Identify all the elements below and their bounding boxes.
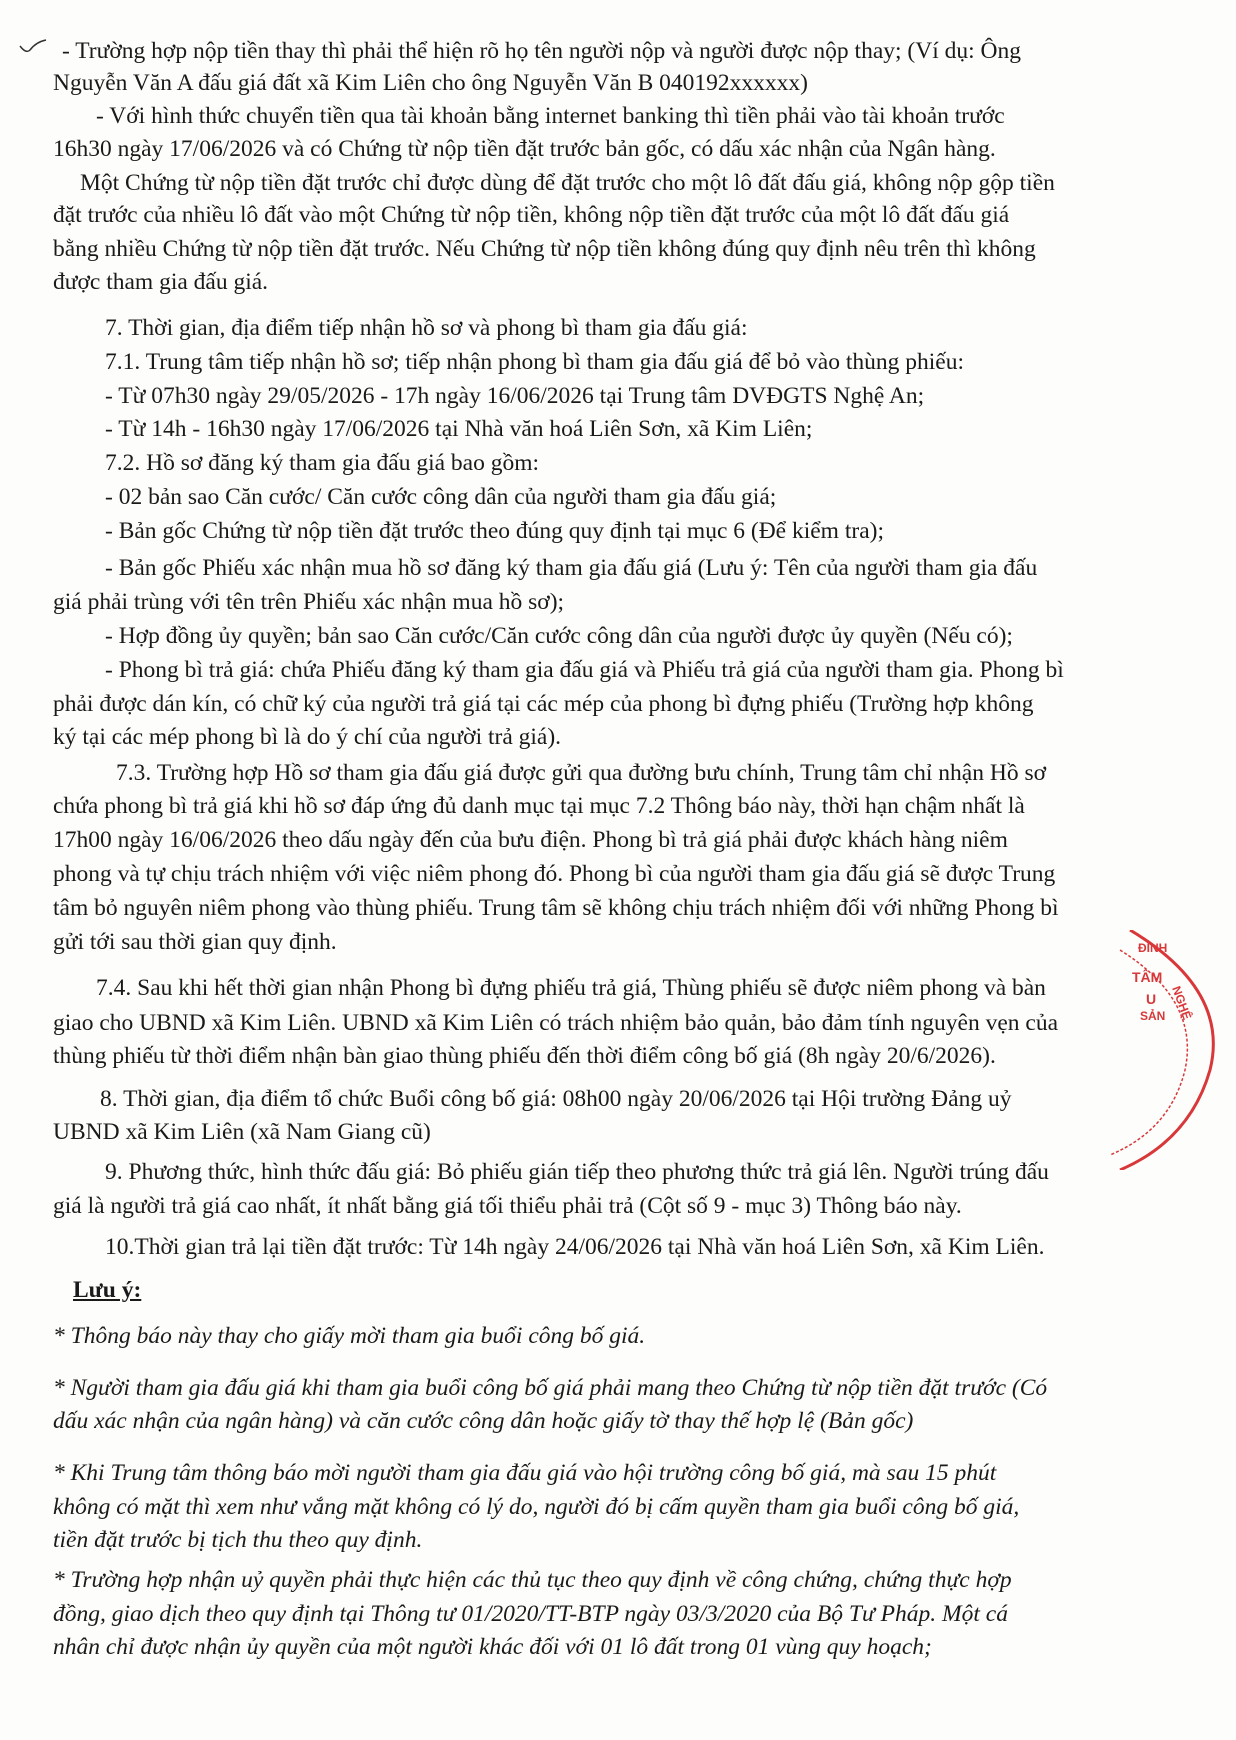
text-line: UBND xã Kim Liên (xã Nam Giang cũ): [53, 1119, 431, 1145]
note-heading: Lưu ý:: [73, 1277, 142, 1303]
text-line: 7.2. Hồ sơ đăng ký tham gia đấu giá bao gồm:: [105, 450, 540, 476]
note-line: dấu xác nhận của ngân hàng) và căn cước công dân hoặc giấy tờ thay thế hợp lệ (Bản gốc): [53, 1408, 914, 1434]
svg-text:U: U: [1146, 991, 1157, 1007]
text-line: thùng phiếu từ thời điểm nhận bàn giao thùng phiếu đến thời điểm công bố giá (8h ngày 20/6/2026).: [53, 1043, 996, 1069]
note-line: * Người tham gia đấu giá khi tham gia buổi công bố giá phải mang theo Chứng từ nộp tiền đặt trước (Có: [53, 1375, 1048, 1401]
text-line: đặt trước của nhiều lô đất vào một Chứng từ nộp tiền, không nộp tiền đặt trước của một lô đất đấu giá: [53, 202, 1010, 228]
text-line: Một Chứng từ nộp tiền đặt trước chỉ được dùng để đặt trước cho một lô đất đấu giá, không nộp gộp tiền: [80, 170, 1055, 196]
text-line: 8. Thời gian, địa điểm tổ chức Buổi công bố giá: 08h00 ngày 20/06/2026 tại Hội trường Đảng uỷ: [100, 1086, 1012, 1112]
text-line: - Hợp đồng ủy quyền; bản sao Căn cước/Căn cước công dân của người được ủy quyền (Nếu có);: [105, 623, 1013, 649]
text-line: 7.4. Sau khi hết thời gian nhận Phong bì đựng phiếu trả giá, Thùng phiếu sẽ được niêm phong và bàn: [96, 975, 1046, 1001]
text-line: được tham gia đấu giá.: [53, 269, 269, 295]
text-line: - Bản gốc Phiếu xác nhận mua hồ sơ đăng ký tham gia đấu giá (Lưu ý: Tên của người tham gia đấu: [105, 555, 1038, 581]
note-line: * Khi Trung tâm thông báo mời người tham gia đấu giá vào hội trường công bố giá, mà sau 15 phút: [53, 1460, 997, 1486]
svg-text:SẢN: SẢN: [1140, 1009, 1166, 1023]
note-line: tiền đặt trước bị tịch thu theo quy định.: [53, 1527, 423, 1553]
text-line: bằng nhiều Chứng từ nộp tiền đặt trước. Nếu Chứng từ nộp tiền không đúng quy định nêu trên thì không: [53, 236, 1036, 262]
text-line: giá là người trả giá cao nhất, ít nhất bằng giá tối thiểu phải trả (Cột số 9 - mục 3) Thông báo này.: [53, 1193, 962, 1219]
handwritten-tick-mark: [18, 38, 48, 58]
text-line: 7.1. Trung tâm tiếp nhận hồ sơ; tiếp nhận phong bì tham gia đấu giá để bỏ vào thùng phiếu:: [105, 349, 964, 375]
note-line: đồng, giao dịch theo quy định tại Thông tư 01/2020/TT-BTP ngày 03/3/2020 của Bộ Tư Pháp. Một cá: [53, 1601, 1008, 1627]
text-line: - Từ 07h30 ngày 29/05/2026 - 17h ngày 16/06/2026 tại Trung tâm DVĐGTS Nghệ An;: [105, 383, 925, 409]
text-line: - Từ 14h - 16h30 ngày 17/06/2026 tại Nhà văn hoá Liên Sơn, xã Kim Liên;: [105, 416, 813, 442]
svg-text:ĐINH: ĐINH: [1138, 941, 1168, 955]
text-line: phong và tự chịu trách nhiệm với việc niêm phong đó. Phong bì của người tham gia đấu giá sẽ được Trung: [53, 861, 1056, 887]
text-line: 7.3. Trường hợp Hồ sơ tham gia đấu giá được gửi qua đường bưu chính, Trung tâm chỉ nhận Hồ sơ: [116, 760, 1047, 786]
text-line: ký tại các mép phong bì là do ý chí của người trả giá).: [53, 724, 562, 750]
text-line: 10.Thời gian trả lại tiền đặt trước: Từ 14h ngày 24/06/2026 tại Nhà văn hoá Liên Sơn, xã Kim Liên.: [105, 1234, 1045, 1260]
text-line: chứa phong bì trả giá khi hồ sơ đáp ứng đủ danh mục tại mục 7.2 Thông báo này, thời hạn chậm nhất là: [53, 793, 1025, 819]
text-line: giao cho UBND xã Kim Liên. UBND xã Kim Liên có trách nhiệm bảo quản, bảo đảm tính nguyên vẹn của: [53, 1010, 1059, 1036]
text-line: phải được dán kín, có chữ ký của người trả giá tại các mép của phong bì đựng phiếu (Trường hợp không: [53, 691, 1034, 717]
text-line: - Trường hợp nộp tiền thay thì phải thể hiện rõ họ tên người nộp và người được nộp thay; (Ví dụ: Ông: [62, 38, 1021, 64]
section-heading: 7. Thời gian, địa điểm tiếp nhận hồ sơ và phong bì tham gia đấu giá:: [105, 315, 748, 341]
text-line: 9. Phương thức, hình thức đấu giá: Bỏ phiếu gián tiếp theo phương thức trả giá lên. Người trúng đấu: [105, 1159, 1049, 1185]
note-line: * Trường hợp nhận uỷ quyền phải thực hiện các thủ tục theo quy định về công chứng, chứng thực hợp: [53, 1567, 1012, 1593]
text-line: - Bản gốc Chứng từ nộp tiền đặt trước theo đúng quy định tại mục 6 (Để kiểm tra);: [105, 518, 884, 544]
red-seal-stamp: [1090, 930, 1236, 1170]
text-line: Nguyễn Văn A đấu giá đất xã Kim Liên cho ông Nguyễn Văn B 040192xxxxxx): [53, 70, 808, 96]
note-line: * Thông báo này thay cho giấy mời tham gia buổi công bố giá.: [53, 1323, 646, 1349]
note-line: không có mặt thì xem như vắng mặt không có lý do, người đó bị cấm quyền tham gia buổi công bố giá,: [53, 1494, 1020, 1520]
text-line: - Với hình thức chuyển tiền qua tài khoản bằng internet banking thì tiền phải vào tài khoản trước: [96, 103, 1005, 129]
text-line: - 02 bản sao Căn cước/ Căn cước công dân của người tham gia đấu giá;: [105, 484, 777, 510]
text-line: 17h00 ngày 16/06/2026 theo dấu ngày đến của bưu điện. Phong bì trả giá phải được khách hàng niêm: [53, 827, 1008, 853]
svg-text:TÂM: TÂM: [1132, 969, 1163, 985]
svg-text:NGHỆ: NGHỆ: [1169, 984, 1195, 1022]
text-line: giá phải trùng với tên trên Phiếu xác nhận mua hồ sơ);: [53, 589, 565, 615]
text-line: 16h30 ngày 17/06/2026 và có Chứng từ nộp tiền đặt trước bản gốc, có dấu xác nhận của Ngân hàng.: [53, 136, 996, 162]
note-line: nhân chỉ được nhận ủy quyền của một người khác đối với 01 lô đất trong 01 vùng quy hoạch;: [53, 1634, 932, 1660]
text-line: - Phong bì trả giá: chứa Phiếu đăng ký tham gia đấu giá và Phiếu trả giá của người tham gia. Phong bì: [105, 657, 1064, 683]
text-line: tâm bỏ nguyên niêm phong vào thùng phiếu. Trung tâm sẽ không chịu trách nhiệm đối với những Phong bì: [53, 895, 1059, 921]
text-line: gửi tới sau thời gian quy định.: [53, 929, 337, 955]
